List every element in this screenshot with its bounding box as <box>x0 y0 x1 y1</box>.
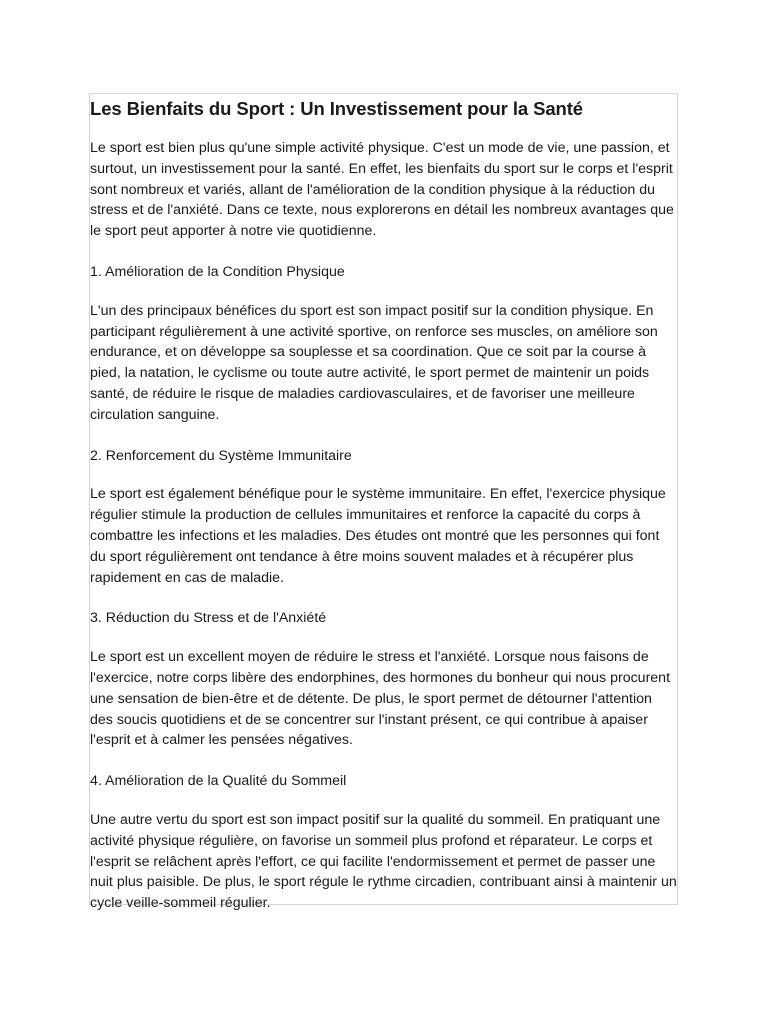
section-paragraph: Une autre vertu du sport est son impact positif sur la qualité du sommeil. En pratiquant une activité physique régulière, on favorise un sommeil plus profond et réparateur. Le corps et l'esprit se relâchent après l'effort, ce qui facilite l'endormissement et permet de passer une nuit plus paisible. De plus, le sport régule le rythme circadien, contribuant ainsi à maintenir un cycle veille-sommeil régulier. <box>90 811 677 912</box>
section-heading: 3. Réduction du Stress et de l'Anxiété <box>90 610 327 627</box>
section-heading: 2. Renforcement du Système Immunitaire <box>90 447 352 464</box>
document-title: Les Bienfaits du Sport : Un Investissement pour la Santé <box>90 98 583 119</box>
document-content <box>90 94 678 914</box>
section-paragraph: L'un des principaux bénéfices du sport est son impact positif sur la condition physique. En participant régulièrement à une activité sportive, on renforce ses muscles, on améliore son endurance, et on développe sa souplesse et sa coordination. Que ce soit par la course à pied, la natation, le cyclisme ou toute autre activité, le sport permet de maintenir un poids santé, de réduire le risque de maladies cardiovasculaires, et de favoriser une meilleure circulation sanguine. <box>90 302 658 423</box>
section-heading: 4. Amélioration de la Qualité du Sommeil <box>90 773 347 790</box>
section-paragraph: Le sport est un excellent moyen de réduire le stress et l'anxiété. Lorsque nous faisons de l'exercice, notre corps libère des endorphines, des hormones du bonheur qui nous procurent une sensation de bien-être et de détente. De plus, le sport permet de détourner l'attention des soucis quotidiens et de se concentrer sur l'instant présent, ce qui contribue à apaiser l'esprit et à calmer les pensées négatives. <box>90 649 671 749</box>
section-heading: 1. Amélioration de la Condition Physique <box>90 263 345 280</box>
section-paragraph: Le sport est également bénéfique pour le système immunitaire. En effet, l'exercice physique régulier stimule la production de cellules immunitaires et renforce la capacité du corps à combattre les infections et les maladies. Des études ont montré que les personnes qui font du sport régulièrement ont tendance à être moins souvent malades et à récupérer plus rapidement en cas de maladie. <box>90 486 666 586</box>
intro-paragraph: Le sport est bien plus qu'une simple activité physique. C'est un mode de vie, une passion, et surtout, un investissement pour la santé. En effet, les bienfaits du sport sur le corps et l'esprit sont nombreux et variés, allant de l'amélioration de la condition physique à la réduction du stress et de l'anxiété. Dans ce texte, nous explorerons en détail les nombreux avantages que le sport peut apporter à notre vie quotidienne. <box>90 140 674 240</box>
